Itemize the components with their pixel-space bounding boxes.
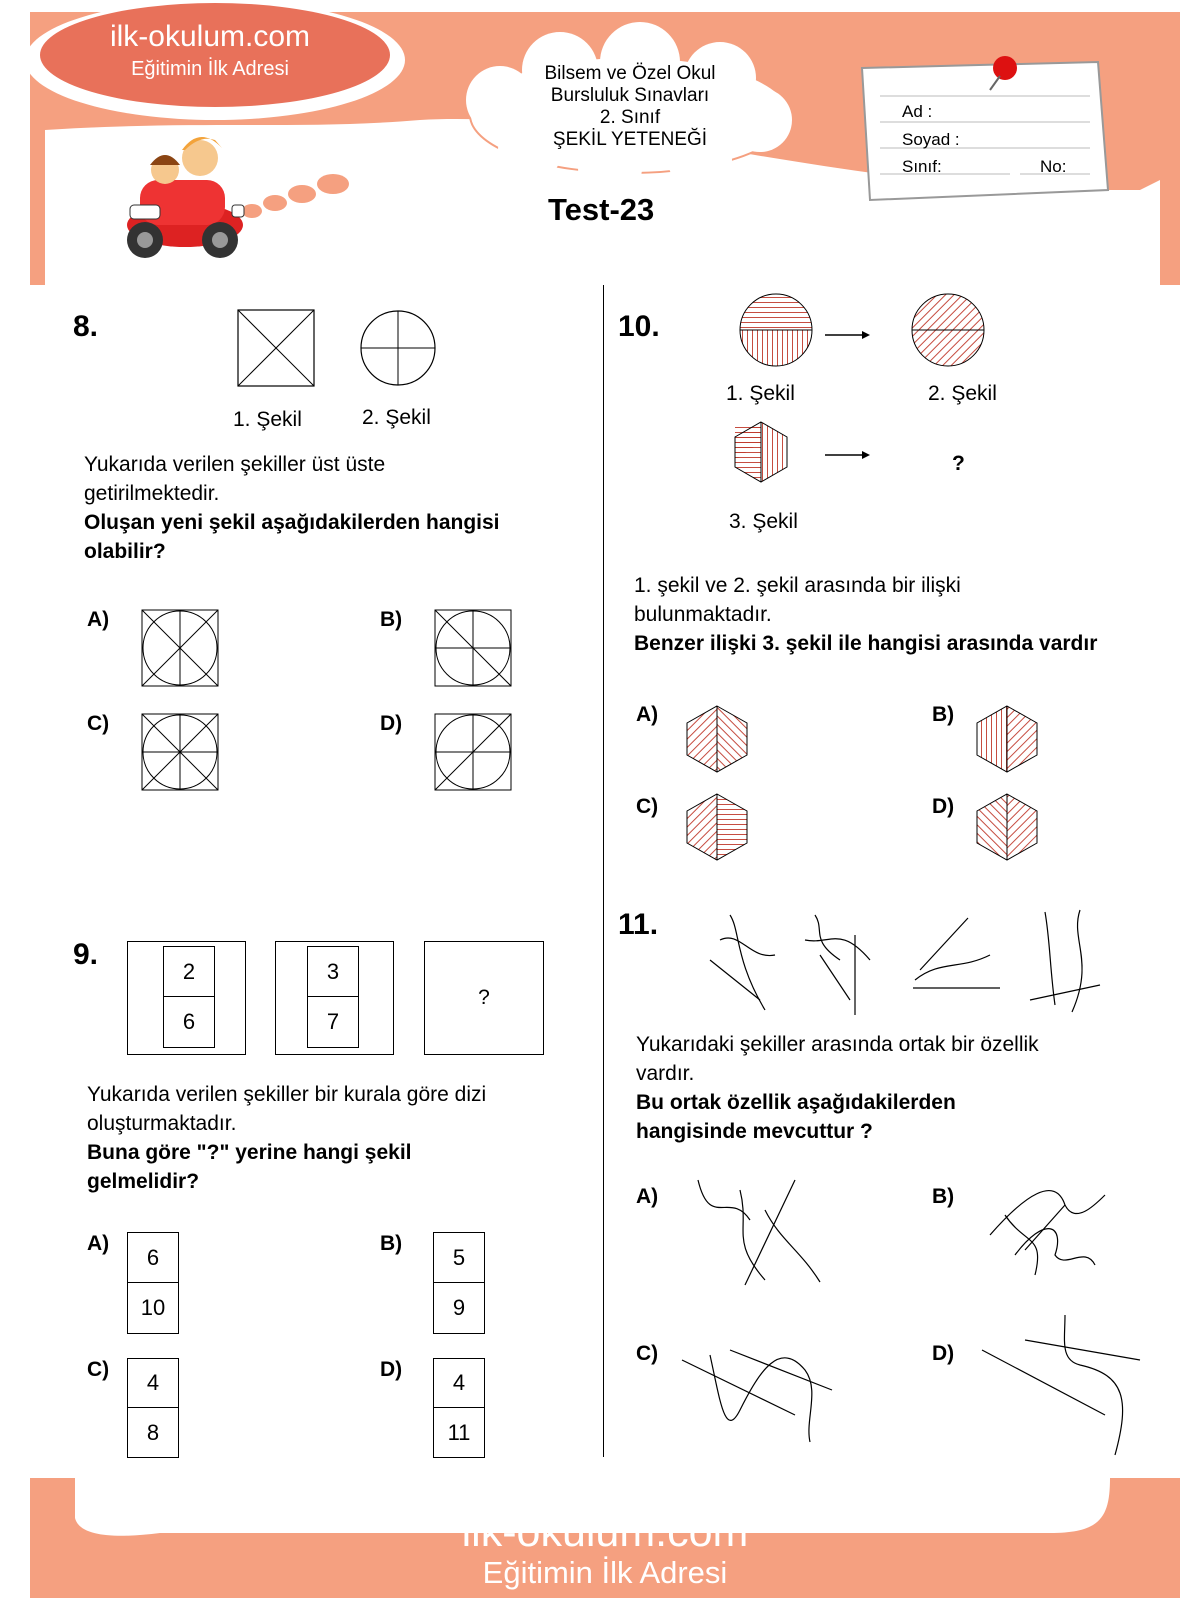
q9-option-b-top: 5: [434, 1233, 484, 1283]
q9-unknown-mark: ?: [478, 986, 490, 1009]
column-divider: [603, 285, 604, 1457]
q10-arrow-1-icon: [825, 331, 870, 339]
name-field-label[interactable]: Ad :: [902, 102, 933, 121]
q11-figure-4: [1030, 910, 1100, 1012]
cloud-line: Bilsem ve Özel Okul: [544, 63, 716, 84]
q9-sequence-box-2: [307, 946, 359, 1048]
q9-option-a-top: 6: [128, 1233, 178, 1283]
q9-text: [87, 1080, 567, 1196]
q10-figure-3-label: 3. Şekil: [729, 510, 798, 533]
q10-option-d-label[interactable]: D): [932, 795, 955, 818]
question-10-number: 10.: [618, 310, 660, 343]
q8-option-d-label[interactable]: D): [380, 712, 403, 735]
q8-text-line1: Yukarıda verilen şekiller üst üste: [84, 453, 386, 476]
q9-option-b-label[interactable]: B): [380, 1232, 403, 1255]
q10-option-b-label[interactable]: B): [932, 703, 955, 726]
q9-seq2-bottom: 7: [326, 1009, 340, 1034]
q10-option-c-figure[interactable]: [684, 792, 750, 862]
q9-option-a-label[interactable]: A): [87, 1232, 110, 1255]
cloud-line: Bursluluk Sınavları: [550, 85, 710, 106]
q9-seq2-top: 3: [308, 947, 358, 997]
q9-text-body: Yukarıda verilen şekiller bir kurala göre dizi oluşturmaktadır.: [87, 1083, 487, 1135]
q8-option-a-figure[interactable]: [140, 608, 220, 688]
q9-option-d-box[interactable]: [433, 1358, 485, 1458]
q10-figure-1-label: 1. Şekil: [726, 382, 795, 405]
q8-option-a-label[interactable]: A): [87, 608, 110, 631]
q9-seq1-bottom: 6: [182, 1009, 196, 1034]
q10-figure-3: [735, 422, 787, 482]
q10-option-b-figure[interactable]: [974, 704, 1040, 774]
q11-question: Bu ortak özellik aşağıdakilerden hangisinde mevcuttur ?: [636, 1091, 956, 1143]
q8-figures: [230, 300, 460, 400]
q10-option-a-figure[interactable]: [684, 704, 750, 774]
q9-option-d-top: 4: [434, 1359, 484, 1408]
q9-seq1-top: 2: [164, 947, 214, 997]
q8-option-c-label[interactable]: C): [87, 712, 110, 735]
q11-option-c-label[interactable]: C): [636, 1342, 659, 1365]
q11-figure-2: [805, 915, 870, 1015]
q8-figure-1: [238, 310, 314, 386]
q9-option-d-label[interactable]: D): [380, 1358, 403, 1381]
q11-option-d-label[interactable]: D): [932, 1342, 955, 1365]
q11-option-b-figure[interactable]: [985, 1175, 1115, 1285]
header-slogan: Eğitimin İlk Adresi: [131, 58, 289, 80]
test-title: Test-23: [548, 192, 655, 227]
q11-option-c-figure[interactable]: [680, 1330, 840, 1445]
q10-option-c-label[interactable]: C): [636, 795, 659, 818]
q10-text-body: 1. şekil ve 2. şekil arasında bir ilişki bulunmaktadır.: [634, 574, 961, 626]
q10-unknown-mark: ?: [952, 452, 965, 475]
q8-figure-1-label: 1. Şekil: [233, 408, 302, 431]
question-9-number: 9.: [73, 938, 99, 971]
q10-question: Benzer ilişki 3. şekil ile hangisi arasında vardır: [634, 632, 1098, 655]
q9-option-c-box[interactable]: [127, 1358, 179, 1458]
q11-option-a-figure[interactable]: [690, 1170, 830, 1295]
q11-figure-3: [913, 918, 1000, 988]
q11-option-b-label[interactable]: B): [932, 1185, 955, 1208]
q8-option-c-figure[interactable]: [140, 712, 220, 792]
q8-option-b-label[interactable]: B): [380, 608, 403, 631]
q8-figure-2: [361, 311, 435, 385]
q11-text: [636, 1030, 1106, 1146]
class-field-label[interactable]: Sınıf:: [902, 157, 942, 176]
cloud-line: ŞEKİL YETENEĞİ: [552, 129, 708, 150]
q10-arrow-2-icon: [825, 451, 870, 459]
q10-figure-2-label: 2. Şekil: [928, 382, 997, 405]
q11-figure-1: [710, 915, 775, 1010]
q8-text-line2: getirilmektedir.: [84, 482, 220, 505]
q9-option-c-label[interactable]: C): [87, 1358, 110, 1381]
number-field-label[interactable]: No:: [1040, 157, 1067, 176]
cloud-line: 2. Sınıf: [599, 107, 661, 128]
q10-option-a-label[interactable]: A): [636, 703, 659, 726]
q9-option-d-bottom: 11: [447, 1419, 471, 1445]
q9-option-a-box[interactable]: [127, 1232, 179, 1334]
q9-unknown-frame: [424, 941, 544, 1055]
surname-field-label[interactable]: Soyad :: [902, 130, 960, 149]
q8-option-b-figure[interactable]: [433, 608, 513, 688]
question-8-number: 8.: [73, 310, 99, 343]
q10-text: [634, 571, 1114, 658]
q10-figure-2: [912, 294, 984, 366]
q10-option-d-figure[interactable]: [974, 792, 1040, 862]
q9-option-b-bottom: 9: [452, 1295, 466, 1320]
q9-option-c-top: 4: [128, 1359, 178, 1408]
q9-sequence-box-1: [163, 946, 215, 1048]
q11-text-body: Yukarıdaki şekiller arasında ortak bir özellik vardır.: [636, 1033, 1039, 1085]
q9-option-a-bottom: 10: [140, 1295, 166, 1320]
q8-text: [84, 450, 584, 566]
header-brand[interactable]: ilk-okulum.com: [109, 20, 311, 53]
q9-question: Buna göre "?" yerine hangi şekil gelmelidir?: [87, 1141, 412, 1193]
q8-figure-2-label: 2. Şekil: [362, 406, 431, 429]
q11-option-d-figure[interactable]: [980, 1310, 1150, 1460]
footer-brand[interactable]: ilk-okulum.com: [461, 1508, 749, 1556]
q11-figures: [700, 900, 1120, 1020]
header-cloud-text: [510, 63, 750, 151]
q8-question: Oluşan yeni şekil aşağıdakilerden hangisi olabilir?: [84, 511, 500, 563]
question-11-number: 11.: [618, 908, 659, 941]
q9-option-b-box[interactable]: [433, 1232, 485, 1334]
q11-option-a-label[interactable]: A): [636, 1185, 659, 1208]
footer-slogan: Eğitimin İlk Adresi: [482, 1555, 728, 1590]
q9-option-c-bottom: 8: [146, 1419, 160, 1445]
q10-figure-1: [740, 294, 812, 366]
q8-option-d-figure[interactable]: [433, 712, 513, 792]
